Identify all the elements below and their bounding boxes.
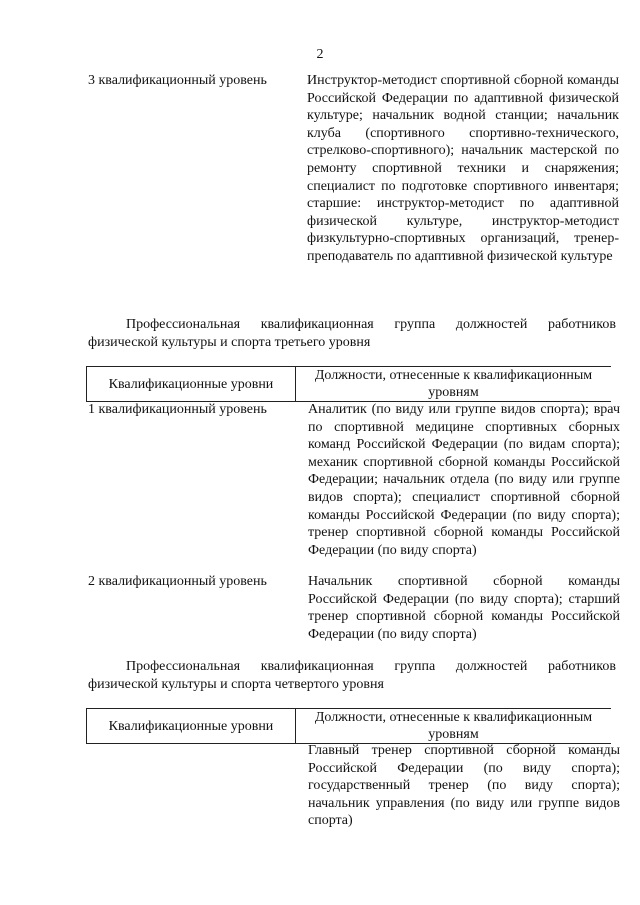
qualification-level: 2 квалификационный уровень [88,574,267,589]
header-col-levels: Квалификационные уровни [87,709,296,744]
positions-text: Инструктор-методист спортивной сборной команды Российской Федерации по адаптивной физической культуре; начальник водной станции; начальник клуба (спортивного спортивно-технического, стрелково-спортивного); начальник мастерской по ремонту спортивной техники и снаряжения; специалист по подготовке спортивного инвентаря; старшие: инструктор-методист по адаптивной физической культуре, инструктор-методист физкультурно-спортивных организаций, тренер-преподаватель по адаптивной физической культуре [307,73,619,264]
qualification-level: 3 квалификационный уровень [88,73,267,88]
qualification-row [88,742,620,830]
group-heading-fourth-level: Профессиональная квалификационная группа должностей работников физической культуры и спорта четвертого уровня [88,659,616,692]
qualification-row [88,72,619,266]
table-header-fourth-level [86,708,611,744]
table-header-third-level [86,366,611,402]
qualification-level: 1 квалификационный уровень [88,402,267,417]
qualification-row [88,401,620,559]
page-number: 2 [316,47,324,62]
qualification-level [88,742,308,830]
header-col-levels: Квалификационные уровни [87,367,296,402]
qualification-row [88,573,620,643]
header-col-positions: Должности, отнесенные к квалификационным уровням [296,367,612,402]
positions-text: Начальник спортивной сборной команды Российской Федерации (по виду спорта); старший тренер спортивной сборной команды Российской Федерации (по виду спорта) [308,574,620,642]
positions-text: Аналитик (по виду или группе видов спорта); врач по спортивной медицине спортивных сборных команд Российской Федерации (по видам спорта); механик спортивной сборной команды Российской Федерации; начальник отдела (по виду или группе видов спорта); специалист спортивной сборной команды Российской Федерации (по виду спорта); тренер спортивной сборной команды Российской Федерации (по виду спорта) [308,402,620,558]
header-col-positions: Должности, отнесенные к квалификационным уровням [296,709,612,744]
positions-text: Главный тренер спортивной сборной команды Российской Федерации (по виду спорта); государственный тренер (по виду спорта); начальник управления (по виду или группе видов спорта) [308,743,620,829]
group-heading-third-level: Профессиональная квалификационная группа должностей работников физической культуры и спорта третьего уровня [88,317,616,350]
